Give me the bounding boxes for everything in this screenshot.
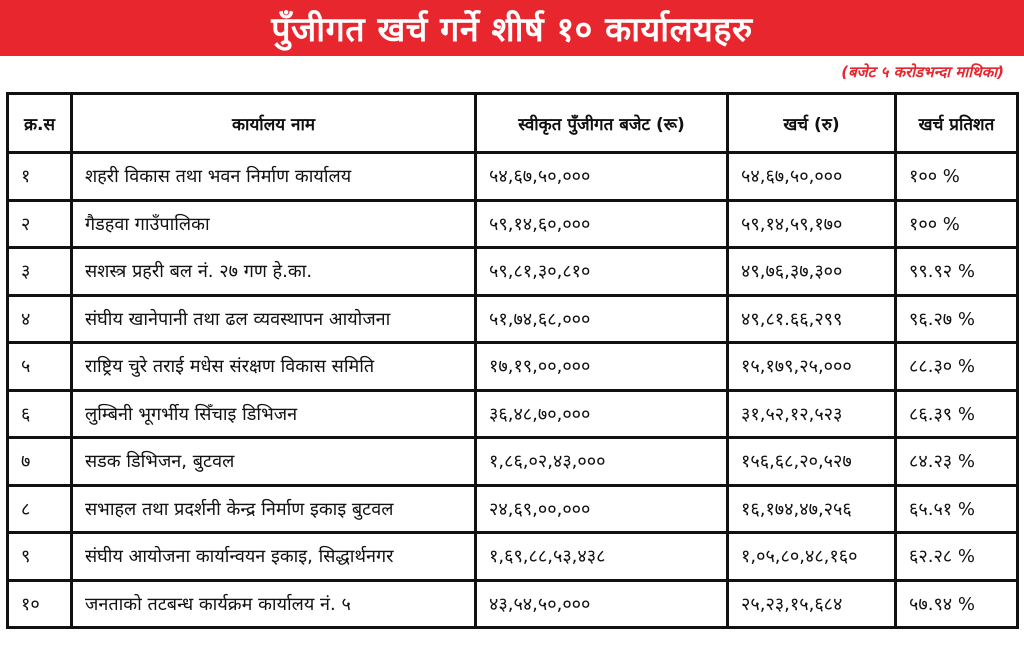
- cell-approved-budget: ४३,५४,५०,०००: [476, 580, 728, 628]
- column-header-approved-budget: स्वीकृत पुँजीगत बजेट (रू): [476, 94, 728, 153]
- cell-expenditure-percent: ८४.२३ %: [896, 438, 1018, 486]
- cell-office-name: संघीय खानेपानी तथा ढल व्यवस्थापन आयोजना: [72, 295, 476, 343]
- cell-serial: २: [8, 200, 72, 248]
- cell-serial: ८: [8, 485, 72, 533]
- table-header-row: [8, 94, 1018, 153]
- cell-serial: ९: [8, 533, 72, 581]
- cell-serial: ६: [8, 390, 72, 438]
- cell-approved-budget: १७,१९,००,०००: [476, 343, 728, 391]
- cell-office-name: जनताको तटबन्ध कार्यक्रम कार्यालय नं. ५: [72, 580, 476, 628]
- cell-serial: ३: [8, 248, 72, 296]
- cell-expenditure-percent: ९६.२७ %: [896, 295, 1018, 343]
- table-row: [8, 153, 1018, 201]
- cell-expenditure: २५,२३,१५,६८४: [728, 580, 896, 628]
- offices-table: [6, 92, 1019, 629]
- cell-office-name: शहरी विकास तथा भवन निर्माण कार्यालय: [72, 153, 476, 201]
- cell-expenditure-percent: १०० %: [896, 200, 1018, 248]
- cell-expenditure-percent: ९९.९२ %: [896, 248, 1018, 296]
- cell-serial: ५: [8, 343, 72, 391]
- cell-office-name: सशस्त्र प्रहरी बल नं. २७ गण हे.का.: [72, 248, 476, 296]
- cell-approved-budget: २४,६९,००,०००: [476, 485, 728, 533]
- cell-expenditure: ३१,५२,१२,५२३: [728, 390, 896, 438]
- table-row: [8, 485, 1018, 533]
- cell-expenditure-percent: १०० %: [896, 153, 1018, 201]
- title-banner: [0, 0, 1024, 56]
- column-header-serial: क्र.स: [8, 94, 72, 153]
- page-title: पुँजीगत खर्च गर्ने शीर्ष १० कार्यालयहरु: [271, 10, 753, 50]
- table-row: [8, 343, 1018, 391]
- table-row: [8, 200, 1018, 248]
- cell-expenditure: ५४,६७,५०,०००: [728, 153, 896, 201]
- cell-office-name: गैडहवा गाउँपालिका: [72, 200, 476, 248]
- cell-expenditure-percent: ६२.२८ %: [896, 533, 1018, 581]
- table-row: [8, 580, 1018, 628]
- cell-approved-budget: १,८६,०२,४३,०००: [476, 438, 728, 486]
- cell-serial: १०: [8, 580, 72, 628]
- cell-serial: १: [8, 153, 72, 201]
- cell-approved-budget: ५९,१४,६०,०००: [476, 200, 728, 248]
- cell-office-name: लुम्बिनी भूगर्भीय सिँचाइ डिभिजन: [72, 390, 476, 438]
- cell-serial: ४: [8, 295, 72, 343]
- table-row: [8, 533, 1018, 581]
- cell-expenditure: १,०५,८०,४८,१६०: [728, 533, 896, 581]
- cell-approved-budget: ५९,८१,३०,८१०: [476, 248, 728, 296]
- column-header-office-name: कार्यालय नाम: [72, 94, 476, 153]
- cell-expenditure: ४९,७६,३७,३००: [728, 248, 896, 296]
- cell-office-name: राष्ट्रिय चुरे तराई मधेस संरक्षण विकास समिति: [72, 343, 476, 391]
- cell-approved-budget: ५४,६७,५०,०००: [476, 153, 728, 201]
- cell-office-name: सभाहल तथा प्रदर्शनी केन्द्र निर्माण इकाइ बुटवल: [72, 485, 476, 533]
- cell-expenditure-percent: ६५.५१ %: [896, 485, 1018, 533]
- cell-serial: ७: [8, 438, 72, 486]
- cell-approved-budget: ५१,७४,६८,०००: [476, 295, 728, 343]
- table-row: [8, 390, 1018, 438]
- table-row: [8, 438, 1018, 486]
- page-subtitle: (बजेट ५ करोडभन्दा माथिका): [841, 63, 1004, 81]
- cell-expenditure-percent: ५७.९४ %: [896, 580, 1018, 628]
- cell-expenditure-percent: ८६.३९ %: [896, 390, 1018, 438]
- cell-office-name: संघीय आयोजना कार्यान्वयन इकाइ, सिद्धार्थनगर: [72, 533, 476, 581]
- cell-approved-budget: ३६,४८,७०,०००: [476, 390, 728, 438]
- cell-expenditure: १६,१७४,४७,२५६: [728, 485, 896, 533]
- cell-expenditure: ५९,१४,५९,१७०: [728, 200, 896, 248]
- cell-expenditure: १५६,६८,२०,५२७: [728, 438, 896, 486]
- cell-office-name: सडक डिभिजन, बुटवल: [72, 438, 476, 486]
- cell-expenditure: १५,१७९,२५,०००: [728, 343, 896, 391]
- cell-expenditure-percent: ८८.३० %: [896, 343, 1018, 391]
- table-row: [8, 248, 1018, 296]
- cell-approved-budget: १,६९,८८,५३,४३८: [476, 533, 728, 581]
- cell-expenditure: ४९,८१.६६,२९९: [728, 295, 896, 343]
- column-header-expenditure: खर्च (रु): [728, 94, 896, 153]
- column-header-expenditure-percent: खर्च प्रतिशत: [896, 94, 1018, 153]
- table-row: [8, 295, 1018, 343]
